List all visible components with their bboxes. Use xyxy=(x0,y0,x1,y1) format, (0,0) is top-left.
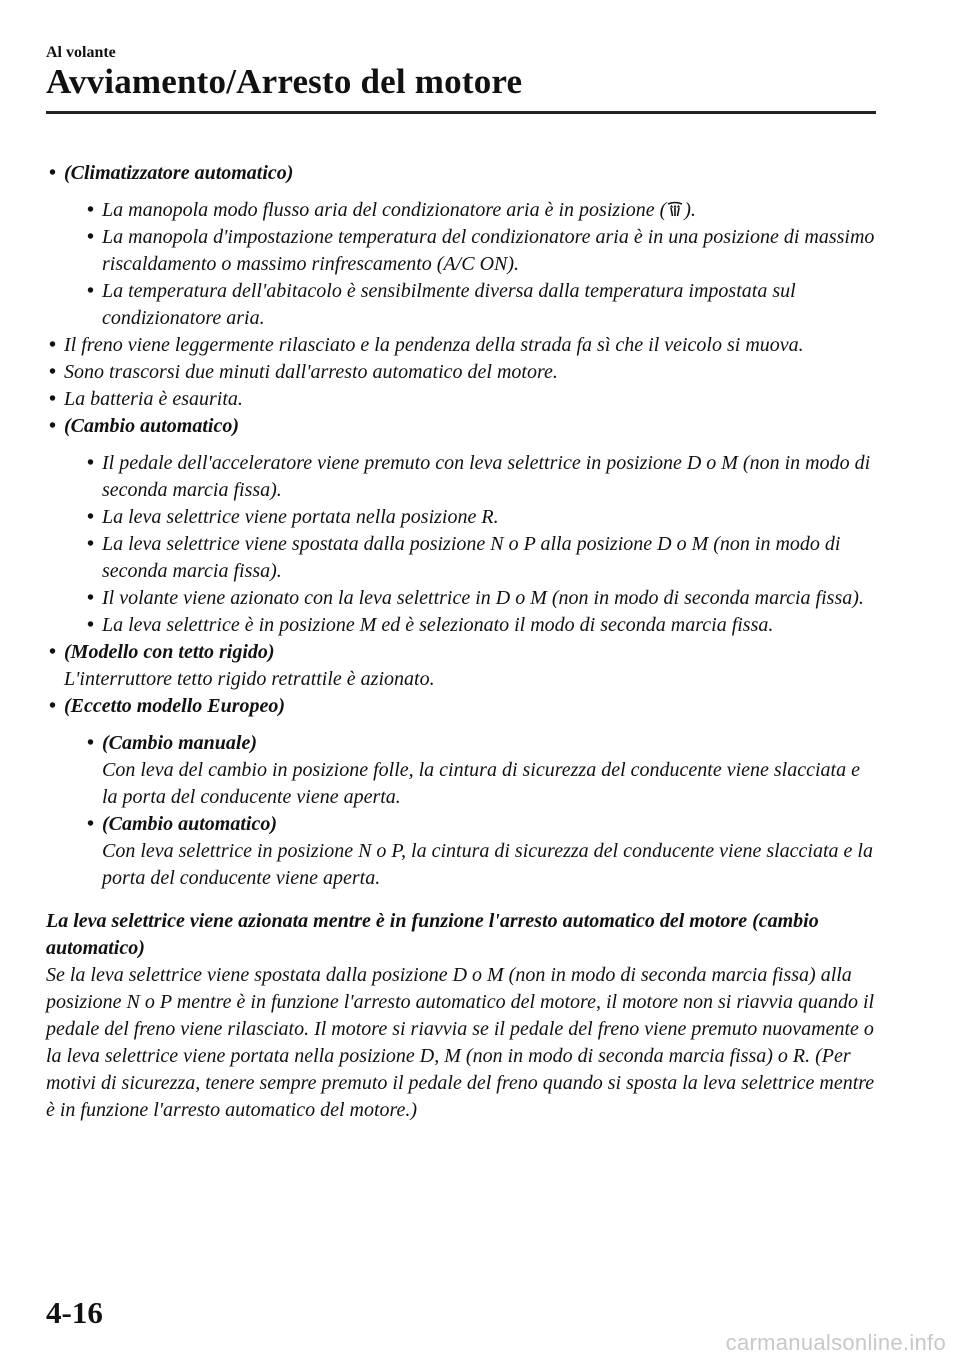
manual-title: (Cambio manuale) xyxy=(102,732,258,754)
section2-text: Se la leva selettrice viene spostata dalla posizione D o M (non in modo di seconda marcia fissa) alla posizione N o P mentre è in funzione l'arresto automatico del motore, il motore non si riavvia quando il pedale del freno viene rilasciato. Il motore si riavvia se il pedale del freno viene premuto nuovamente o la leva selettrice viene portata nella posizione D, M (non in modo di seconda marcia fissa) o R. (Per motivi di sicurezza, tenere sempre premuto il pedale del freno quando si sposta la leva selettrice mentre è in funzione l'arresto automatico del motore.) xyxy=(46,964,875,1121)
page-number: 4-16 xyxy=(46,1295,103,1330)
page-title: Avviamento/Arresto del motore xyxy=(46,62,523,101)
list-item-non-europe xyxy=(46,693,876,720)
bullet: • xyxy=(87,587,95,609)
climate-item-2: La manopola d'impostazione temperatura del condizionatore aria è in una posizione di massimo riscaldamento o massimo rinfrescamento (A/C ON). xyxy=(102,226,875,275)
list-item xyxy=(84,504,876,531)
list-item xyxy=(84,811,876,892)
bullet: • xyxy=(87,732,95,754)
list-item-automatic xyxy=(46,413,876,440)
climate-item-3: La temperatura dell'abitacolo è sensibilmente diversa dalla temperatura impostata sul condizionatore aria. xyxy=(102,280,796,329)
list-item-hardtop xyxy=(46,639,876,693)
bullet: • xyxy=(87,199,95,221)
battery-text: La batteria è esaurita. xyxy=(64,388,243,410)
automatic-item-1: Il pedale dell'acceleratore viene premuto con leva selettrice in posizione D o M (non in modo di seconda marcia fissa). xyxy=(102,452,871,501)
climate-sublist xyxy=(84,197,876,332)
list-item xyxy=(84,612,876,639)
climate-item-1: La manopola modo flusso aria del condizionatore aria è in posizione ( xyxy=(102,199,667,221)
list-item xyxy=(84,224,876,278)
automatic-item-5: La leva selettrice è in posizione M ed è selezionato il modo di seconda marcia fissa. xyxy=(102,614,774,636)
bullet: • xyxy=(49,415,57,437)
automatic-sublist xyxy=(84,450,876,639)
header-divider xyxy=(46,111,876,114)
climate-title: (Climatizzatore automatico) xyxy=(64,162,294,184)
bullet: • xyxy=(49,334,57,356)
list-item xyxy=(84,278,876,332)
non-europe-sublist xyxy=(84,730,876,892)
automatic-title: (Cambio automatico) xyxy=(64,415,239,437)
list-item-battery xyxy=(46,386,876,413)
brake-text: Il freno viene leggermente rilasciato e la pendenza della strada fa sì che il veicolo si muova. xyxy=(64,334,804,356)
bullet: • xyxy=(87,280,95,302)
manual-text: Con leva del cambio in posizione folle, la cintura di sicurezza del conducente viene slacciata e la porta del conducente viene aperta. xyxy=(102,759,860,808)
section-label: Al volante xyxy=(46,44,116,61)
bullet: • xyxy=(49,641,57,663)
bullet: • xyxy=(87,614,95,636)
automatic-item-4: Il volante viene azionato con la leva selettrice in D o M (non in modo di seconda marcia fissa). xyxy=(102,587,864,609)
hardtop-title: (Modello con tetto rigido) xyxy=(64,641,275,663)
bullet: • xyxy=(87,813,95,835)
bullet: • xyxy=(87,226,95,248)
list-item xyxy=(84,197,876,224)
automatic-item-2: La leva selettrice viene portata nella posizione R. xyxy=(102,506,499,528)
bullet: • xyxy=(49,388,57,410)
bullet: • xyxy=(49,162,57,184)
bullet: • xyxy=(49,695,57,717)
windshield-defroster-icon xyxy=(666,200,684,218)
list-item xyxy=(84,730,876,811)
list-item-brake xyxy=(46,332,876,359)
bullet: • xyxy=(49,361,57,383)
list-item xyxy=(84,450,876,504)
automatic-item-3: La leva selettrice viene spostata dalla posizione N o P alla posizione D o M (non in modo di seconda marcia fissa). xyxy=(102,533,841,582)
list-item xyxy=(84,531,876,585)
bullet: • xyxy=(87,533,95,555)
bullet: • xyxy=(87,506,95,528)
hardtop-text: L'interruttore tetto rigido retrattile è azionato. xyxy=(64,668,435,690)
non-europe-title: (Eccetto modello Europeo) xyxy=(64,695,286,717)
watermark-text: carmanualsonline.info xyxy=(725,1330,946,1355)
non-europe-automatic-text: Con leva selettrice in posizione N o P, la cintura di sicurezza del conducente viene slacciata e la porta del conducente viene aperta. xyxy=(102,840,873,889)
list-item xyxy=(84,585,876,612)
two-minutes-text: Sono trascorsi due minuti dall'arresto automatico del motore. xyxy=(64,361,558,383)
list-item-two-minutes xyxy=(46,359,876,386)
climate-item-1-suffix: ). xyxy=(684,199,696,221)
main-content xyxy=(46,160,876,1124)
bullet: • xyxy=(87,452,95,474)
section2-title: La leva selettrice viene azionata mentre è in funzione l'arresto automatico del motore (cambio automatico) xyxy=(46,910,819,959)
list-item-climate xyxy=(46,160,876,187)
non-europe-automatic-title: (Cambio automatico) xyxy=(102,813,277,835)
